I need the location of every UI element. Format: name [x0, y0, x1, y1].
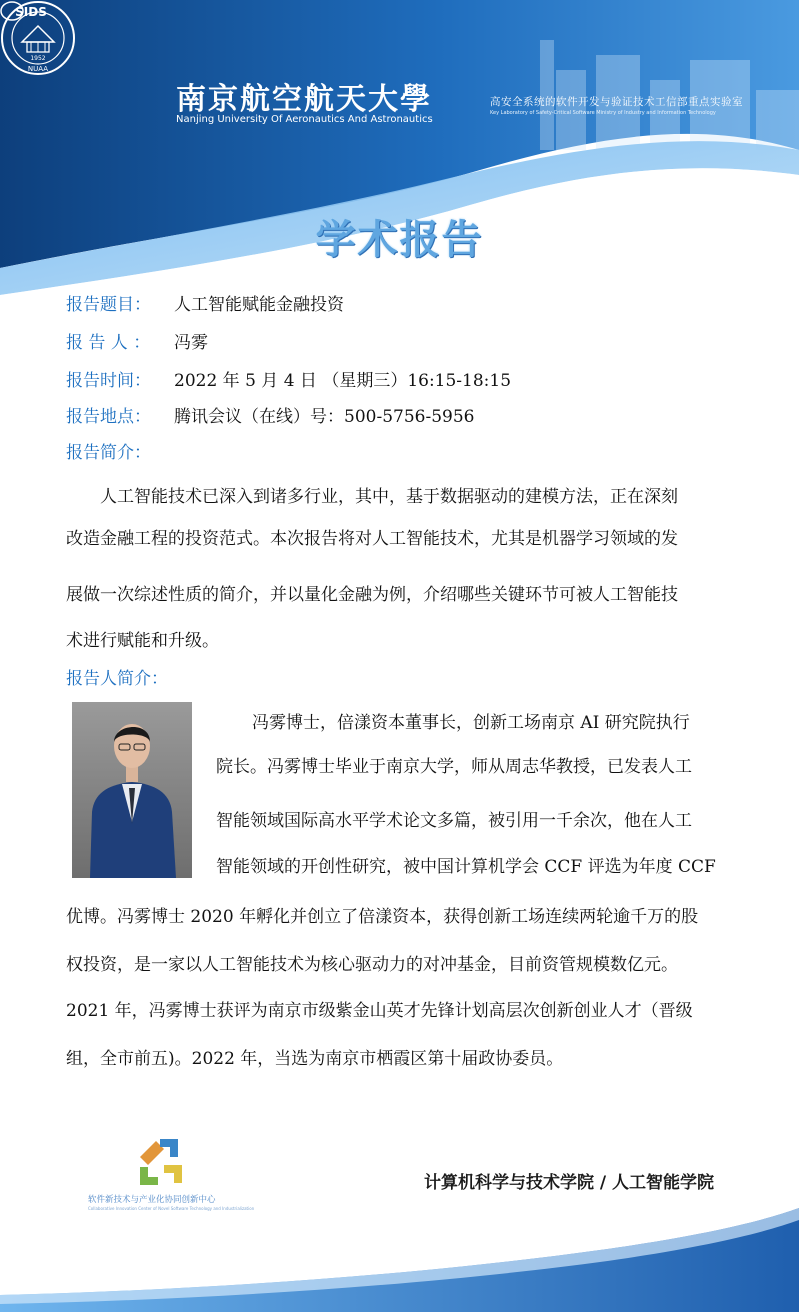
bio-line: 权投资，是一家以人工智能技术为核心驱动力的对冲基金，目前资管规模数亿元。 [66, 955, 678, 975]
bio-line: 2021 年，冯雾博士获评为南京市级紫金山英才先锋计划高层次创新创业人才（晋级 [66, 1001, 693, 1021]
lab-logo-text: SIDS [15, 5, 47, 19]
bio-line: 智能领域的开创性研究，被中国计算机学会 CCF 评选为年度 CCF [216, 857, 716, 877]
speaker-label: 报 告 人 ： [66, 333, 151, 353]
university-name-cn: 南京航空航天大學 [176, 82, 432, 117]
topic-label: 报告题目： [66, 295, 151, 315]
speaker-photo [72, 702, 192, 878]
abstract-line: 人工智能技术已深入到诸多行业，其中，基于数据驱动的建模方法，正在深刻 [100, 487, 678, 507]
bio-line: 组，全市前五)。2022 年，当选为南京市栖霞区第十届政协委员。 [66, 1049, 564, 1069]
bio-line: 冯雾博士，倍漾资本董事长，创新工场南京 AI 研究院执行 [252, 713, 690, 733]
innovation-center-name: 软件新技术与产业化协同创新中心 [88, 1195, 216, 1205]
abstract-line: 展做一次综述性质的简介，并以量化金融为例，介绍哪些关键环节可被人工智能技 [66, 585, 678, 605]
footer-wave [0, 1200, 799, 1312]
university-name-en: Nanjing University Of Aeronautics And Astronautics [176, 114, 433, 125]
page-title: 学术报告 [315, 217, 484, 263]
bio-line: 院长。冯雾博士毕业于南京大学，师从周志华教授，已发表人工 [216, 757, 692, 777]
lab-logo-icon [0, 0, 52, 22]
place-value: 腾讯会议（在线）号：500-5756-5956 [174, 407, 475, 427]
college-name: 计算机科学与技术学院 / 人工智能学院 [424, 1173, 715, 1193]
speaker-value: 冯雾 [174, 333, 208, 353]
place-label: 报告地点： [66, 407, 151, 427]
lab-name-cn: 高安全系统的软件开发与验证技术工信部重点实验室 [490, 96, 743, 108]
time-value: 2022 年 5 月 4 日 （星期三）16:15-18:15 [174, 371, 512, 391]
seal-abbr: NUAA [27, 65, 49, 73]
abstract-line: 改造金融工程的投资范式。本次报告将对人工智能技术，尤其是机器学习领域的发 [66, 529, 678, 549]
bio-label: 报告人简介： [66, 669, 168, 689]
bio-line: 智能领域国际高水平学术论文多篇，被引用一千余次，他在人工 [216, 811, 692, 831]
lab-name-en: Key Laboratory of Safety-Critical Software Ministry of Industry and Information Technology [490, 110, 716, 116]
topic-value: 人工智能赋能金融投资 [174, 295, 344, 315]
innovation-center-name-en: Collaborative Innovation Center of Novel Software Technology and Industrialization [88, 1206, 255, 1211]
time-label: 报告时间： [66, 371, 151, 391]
abstract-line: 术进行赋能和升级。 [66, 631, 219, 651]
seal-year: 1952 [30, 55, 46, 62]
bio-line: 优博。冯雾博士 2020 年孵化并创立了倍漾资本，获得创新工场连续两轮逾千万的股 [66, 907, 699, 927]
abstract-label: 报告简介： [66, 443, 151, 463]
innovation-center-logo-icon [134, 1133, 190, 1189]
